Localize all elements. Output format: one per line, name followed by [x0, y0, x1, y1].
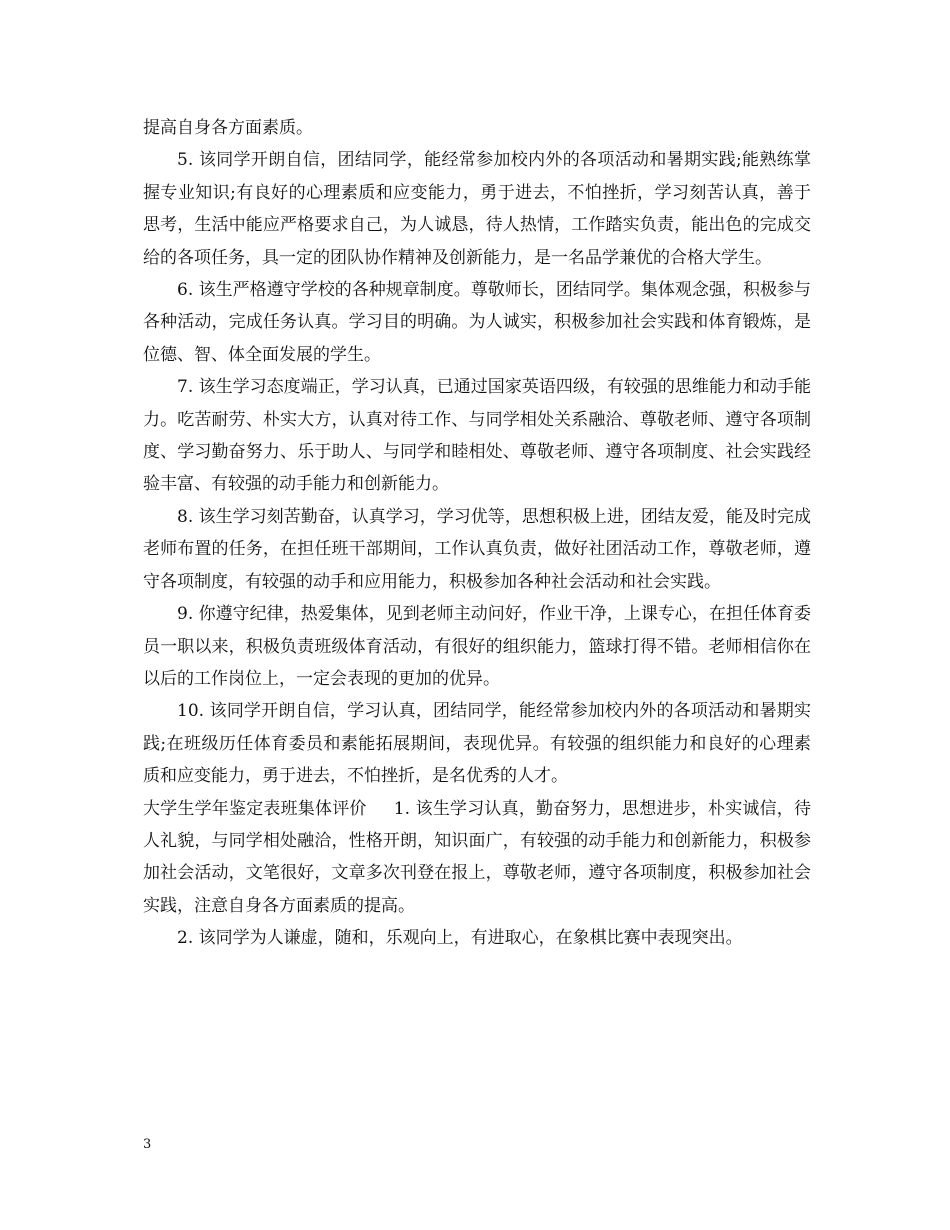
document-body — [143, 112, 811, 955]
lead-line: 提高自身各方面素质。 — [143, 118, 313, 138]
section-first-item: 1. 该生学习认真，勤奋努力，思想进步，朴实诚信，待人礼貌，与同学相处融洽，性格开朗，知识面广，有较强的动手能力和创新能力，积极参加社会活动，文笔很好，文章多次刊登在报上，尊敬老师，遵守各项制度，积极参加社会实践，注意自身各方面素质的提高。 — [143, 798, 812, 916]
section-paragraph — [143, 793, 811, 923]
closing-paragraph: 2. 该同学为人谦虚，随和，乐观向上，有进取心，在象棋比赛中表现突出。 — [177, 928, 743, 949]
paragraph-item-10: 10. 该同学开朗自信，学习认真，团结同学，能经常参加校内外的各项活动和暑期实践;在班级历任体育委员和素能拓展期间，表现优异。有较强的组织能力和良好的心理素质和应变能力，勇于进去，不怕挫折，是名优秀的人才。 — [143, 701, 811, 787]
paragraph-item-7: 7. 该生学习态度端正，学习认真，已通过国家英语四级，有较强的思维能力和动手能力。吃苦耐劳、朴实大方，认真对待工作、与同学相处关系融洽、尊敬老师、遵守各项制度、学习勤奋努力、乐于助人、与同学和睦相处、尊敬老师、遵守各项制度、社会实践经验丰富、有较强的动手能力和创新能力。 — [143, 377, 811, 495]
paragraph-item-9: 9. 你遵守纪律，热爱集体，见到老师主动问好，作业干净，上课专心，在担任体育委员一职以来，积极负责班级体育活动，有很好的组织能力，篮球打得不错。老师相信你在以后的工作岗位上，一定会表现的更加的优异。 — [143, 604, 811, 689]
page-number: 3 — [143, 1137, 152, 1152]
paragraph-item-6: 6. 该生严格遵守学校的各种规章制度。尊敬师长，团结同学。集体观念强，积极参与各种活动，完成任务认真。学习目的明确。为人诚实，积极参加社会实践和体育锻炼，是位德、智、体全面发展的学生。 — [143, 280, 811, 365]
paragraph-item-8: 8. 该生学习刻苦勤奋，认真学习，学习优等，思想积极上进，团结友爱，能及时完成老师布置的任务，在担任班干部期间，工作认真负责，做好社团活动工作，尊敬老师，遵守各项制度，有较强的动手和应用能力，积极参加各种社会活动和社会实践。 — [143, 506, 811, 592]
paragraph-item-5: 5. 该同学开朗自信，团结同学，能经常参加校内外的各项活动和暑期实践;能熟练掌握专业知识;有良好的心理素质和应变能力，勇于进去，不怕挫折，学习刻苦认真，善于思考，生活中能应严格要求自己，为人诚恳，待人热情，工作踏实负责，能出色的完成交给的各项任务，具一定的团队协作精神及创新能力，是一名品学兼优的合格大学生。 — [143, 150, 811, 268]
section-title: 大学生学年鉴定表班集体评价 — [143, 798, 367, 819]
